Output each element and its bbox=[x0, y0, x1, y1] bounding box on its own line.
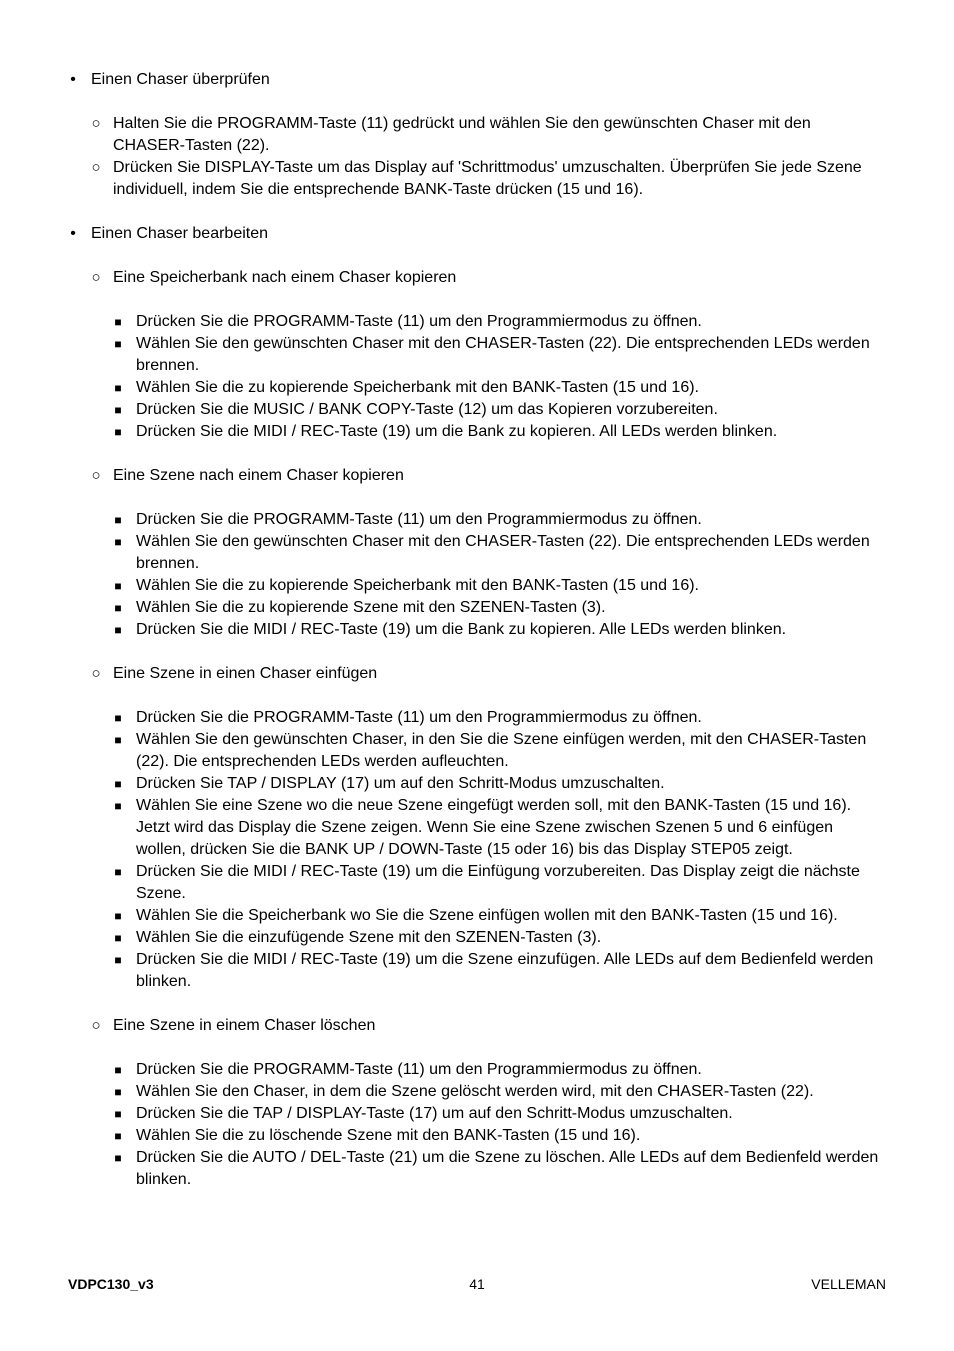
page-footer bbox=[68, 1273, 886, 1293]
bullet-square: ■ bbox=[114, 1151, 122, 1165]
bullet-square: ■ bbox=[114, 1107, 122, 1121]
subsection-heading: ○ Eine Szene in einen Chaser einfügen bbox=[0, 663, 954, 685]
footer-brand: VELLEMAN bbox=[811, 1276, 886, 1292]
list-item: ■ Wählen Sie den gewünschten Chaser, in den Sie die Szene einfügen werden, mit den CHASER-Tasten (22). Die entsprechenden LEDs werden aufleuchten. bbox=[0, 729, 954, 773]
bullet-square: ■ bbox=[114, 777, 122, 791]
list-item: ■ Drücken Sie die MIDI / REC-Taste (19) um die Szene einzufügen. Alle LEDs auf dem Bedienfeld werden blinken. bbox=[0, 949, 954, 993]
list-item: ■ Wählen Sie die Speicherbank wo Sie die Szene einfügen wollen mit den BANK-Tasten (15 und 16). bbox=[0, 905, 954, 927]
list-item: ■ Drücken Sie die TAP / DISPLAY-Taste (17) um auf den Schritt-Modus umzuschalten. bbox=[0, 1103, 954, 1125]
steps-list bbox=[0, 509, 954, 641]
bullet-square: ■ bbox=[114, 315, 122, 329]
list-item: ■ Wählen Sie eine Szene wo die neue Szene eingefügt werden soll, mit den BANK-Tasten (15 und 16). Jetzt wird das Display die Szene zeigen. Wenn Sie eine Szene zwischen Szenen 5 und 6 einfügen wollen, drücken Sie die BANK UP / DOWN-Taste (15 oder 16) bis das Display STEP05 zeigt. bbox=[0, 795, 954, 861]
bullet-square: ■ bbox=[114, 403, 122, 417]
bullet-square: ■ bbox=[114, 1063, 122, 1077]
check-chaser-list bbox=[0, 113, 954, 201]
bullet-square: ■ bbox=[114, 601, 122, 615]
list-item: ○ Halten Sie die PROGRAMM-Taste (11) gedrückt und wählen Sie den gewünschten Chaser mit den CHASER-Tasten (22). bbox=[91, 115, 811, 154]
list-item: ■ Wählen Sie die zu kopierende Szene mit den SZENEN-Tasten (3). bbox=[0, 597, 954, 619]
list-item: ■ Drücken Sie die AUTO / DEL-Taste (21) um die Szene zu löschen. Alle LEDs auf dem Bedienfeld werden blinken. bbox=[0, 1147, 954, 1191]
bullet-square: ■ bbox=[114, 711, 122, 725]
bullet-circle: ○ bbox=[91, 1017, 101, 1034]
bullet-square: ■ bbox=[114, 513, 122, 527]
list-item: ■ Drücken Sie die PROGRAMM-Taste (11) um den Programmiermodus zu öffnen. bbox=[0, 509, 954, 531]
list-item: ■ Drücken Sie die PROGRAMM-Taste (11) um den Programmiermodus zu öffnen. bbox=[0, 1059, 954, 1081]
steps-list bbox=[0, 1059, 954, 1191]
list-item: ■ Drücken Sie TAP / DISPLAY (17) um auf den Schritt-Modus umzuschalten. bbox=[0, 773, 954, 795]
footer-model: VDPC130_v3 bbox=[68, 1276, 154, 1292]
list-item: ■ Wählen Sie die zu kopierende Speicherbank mit den BANK-Tasten (15 und 16). bbox=[0, 575, 954, 597]
steps-list bbox=[0, 311, 954, 443]
bullet-circle: ○ bbox=[91, 665, 101, 682]
bullet-circle: ○ bbox=[91, 269, 101, 286]
list-item: ■ Wählen Sie die einzufügende Szene mit den SZENEN-Tasten (3). bbox=[0, 927, 954, 949]
list-item: ■ Wählen Sie die zu löschende Szene mit den BANK-Tasten (15 und 16). bbox=[0, 1125, 954, 1147]
bullet-square: ■ bbox=[114, 381, 122, 395]
subsection-heading: ○ Eine Speicherbank nach einem Chaser kopieren bbox=[0, 267, 954, 289]
section-title: Einen Chaser überprüfen bbox=[91, 71, 270, 88]
bullet-square: ■ bbox=[114, 425, 122, 439]
steps-list bbox=[0, 707, 954, 993]
bullet-square: ■ bbox=[114, 337, 122, 351]
bullet-square: ■ bbox=[114, 579, 122, 593]
document-page bbox=[0, 69, 954, 1213]
list-item: ■ Wählen Sie den gewünschten Chaser mit den CHASER-Tasten (22). Die entsprechenden LEDs werden brennen. bbox=[0, 333, 954, 377]
bullet-circle: ○ bbox=[91, 467, 101, 484]
bullet-dot: • bbox=[70, 71, 76, 88]
bullet-square: ■ bbox=[114, 733, 122, 747]
subsection-heading: ○ Eine Szene in einem Chaser löschen bbox=[0, 1015, 954, 1037]
bullet-square: ■ bbox=[114, 909, 122, 923]
footer-page-number: 41 bbox=[469, 1276, 485, 1292]
list-item: ○ Drücken Sie DISPLAY-Taste um das Display auf 'Schrittmodus' umzuschalten. Überprüfen Sie jede Szene individuell, indem Sie die entsprechende BANK-Taste drücken (15 und 16). bbox=[91, 159, 862, 198]
list-item: ■ Drücken Sie die MIDI / REC-Taste (19) um die Bank zu kopieren. Alle LEDs werden blinken. bbox=[0, 619, 954, 641]
bullet-square: ■ bbox=[114, 865, 122, 879]
bullet-square: ■ bbox=[114, 953, 122, 967]
list-item: ■ Wählen Sie den Chaser, in dem die Szene gelöscht werden wird, mit den CHASER-Tasten (22). bbox=[0, 1081, 954, 1103]
list-item: ■ Drücken Sie die PROGRAMM-Taste (11) um den Programmiermodus zu öffnen. bbox=[0, 707, 954, 729]
bullet-dot: • bbox=[70, 225, 76, 242]
bullet-square: ■ bbox=[114, 623, 122, 637]
bullet-square: ■ bbox=[114, 535, 122, 549]
bullet-square: ■ bbox=[114, 1085, 122, 1099]
list-item: ■ Wählen Sie den gewünschten Chaser mit den CHASER-Tasten (22). Die entsprechenden LEDs werden brennen. bbox=[0, 531, 954, 575]
bullet-circle: ○ bbox=[91, 115, 101, 132]
subsection-heading: ○ Eine Szene nach einem Chaser kopieren bbox=[0, 465, 954, 487]
list-item: ■ Drücken Sie die MUSIC / BANK COPY-Taste (12) um das Kopieren vorzubereiten. bbox=[0, 399, 954, 421]
list-item: ■ Wählen Sie die zu kopierende Speicherbank mit den BANK-Tasten (15 und 16). bbox=[0, 377, 954, 399]
section-title: Einen Chaser bearbeiten bbox=[91, 225, 269, 242]
list-item: ■ Drücken Sie die MIDI / REC-Taste (19) um die Bank zu kopieren. All LEDs werden blinken. bbox=[0, 421, 954, 443]
section-heading-check-chaser bbox=[0, 69, 954, 91]
bullet-square: ■ bbox=[114, 931, 122, 945]
bullet-circle: ○ bbox=[91, 159, 101, 176]
bullet-square: ■ bbox=[114, 799, 122, 813]
section-heading-edit-chaser bbox=[0, 223, 954, 245]
list-item: ■ Drücken Sie die MIDI / REC-Taste (19) um die Einfügung vorzubereiten. Das Display zeigt die nächste Szene. bbox=[0, 861, 954, 905]
bullet-square: ■ bbox=[114, 1129, 122, 1143]
list-item: ■ Drücken Sie die PROGRAMM-Taste (11) um den Programmiermodus zu öffnen. bbox=[0, 311, 954, 333]
